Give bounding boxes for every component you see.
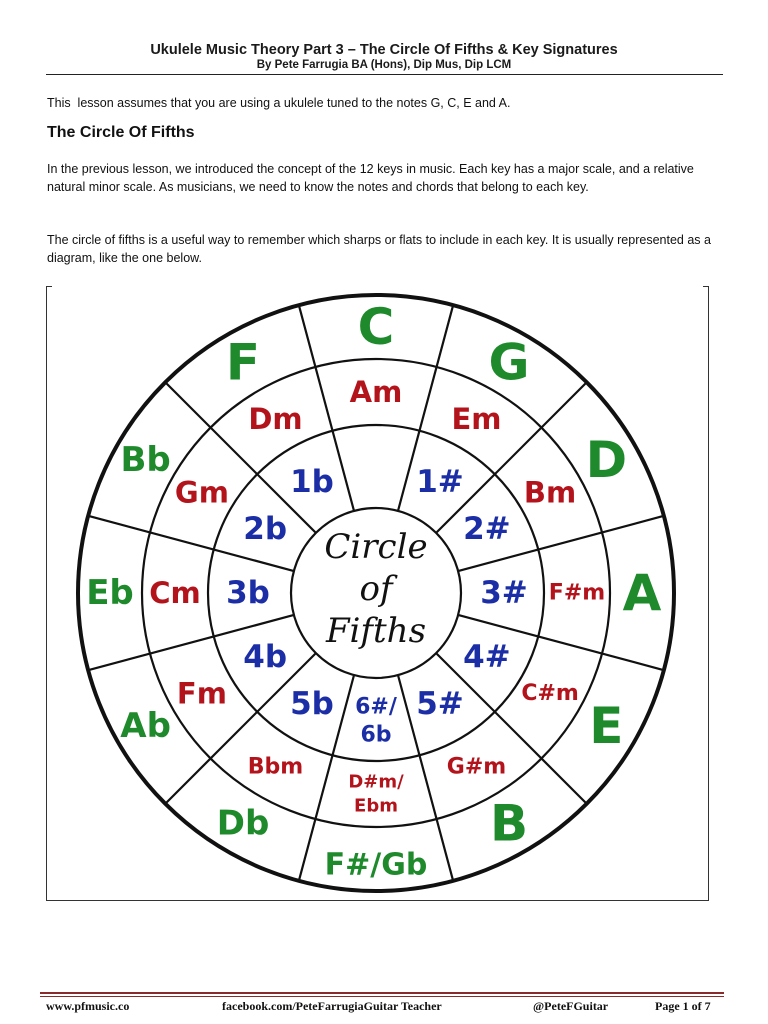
paragraph-keys: In the previous lesson, we introduced the concept of the 12 keys in music. Each key has a major scale, and a relative natural minor scale. As musicians, we need to know the notes and chords that belong to each key. xyxy=(47,162,694,194)
minor-key-7: Bbm xyxy=(247,754,304,780)
footer-social-handle[interactable]: @PeteFGuitar xyxy=(533,999,609,1013)
major-key-1: G xyxy=(488,333,530,392)
major-key-5: B xyxy=(489,794,529,853)
minor-key-8: Fm xyxy=(176,676,227,711)
key-signature-1: 1# xyxy=(416,464,464,501)
footer-divider xyxy=(40,992,724,994)
key-signature-4: 4# xyxy=(463,639,511,675)
minor-key-9: Cm xyxy=(149,576,201,610)
minor-key-4: C#m xyxy=(521,681,579,706)
key-signature-6-line1: 6#/ xyxy=(355,694,397,720)
minor-key-2: Bm xyxy=(523,475,577,510)
major-key-8: Ab xyxy=(120,706,171,746)
major-key-11: F xyxy=(225,333,261,392)
major-key-9: Eb xyxy=(86,573,134,613)
minor-key-10: Gm xyxy=(174,475,229,510)
key-signature-2: 2# xyxy=(463,511,511,547)
center-title-line-2: Fifths xyxy=(325,611,427,651)
footer-page-number: Page 1 of 7 xyxy=(655,999,711,1013)
key-signature-11: 1b xyxy=(290,464,334,501)
major-key-3: A xyxy=(622,564,662,622)
footer-facebook-link[interactable]: facebook.com/PeteFarrugiaGuitar Teacher xyxy=(222,999,442,1013)
major-key-6: F#/Gb xyxy=(324,847,428,883)
major-key-10: Bb xyxy=(120,440,171,480)
minor-key-3: F#m xyxy=(548,580,606,606)
footer-website-link[interactable]: www.pfmusic.co xyxy=(46,999,130,1013)
major-key-7: Db xyxy=(216,803,270,844)
major-key-0: C xyxy=(357,298,395,356)
key-signature-7: 5b xyxy=(290,685,334,722)
minor-key-6-line2: Ebm xyxy=(354,795,398,817)
author-line: By Pete Farrugia BA (Hons), Dip Mus, Dip LCM xyxy=(256,59,512,71)
minor-key-1: Em xyxy=(451,401,502,436)
section-heading: The Circle Of Fifths xyxy=(47,124,195,141)
intro-text: This lesson assumes that you are using a ukulele tuned to the notes G, C, E and A. xyxy=(47,96,511,110)
paragraph-circle-usage: The circle of fifths is a useful way to remember which sharps or flats to include in each key. It is usually represented as a diagram, like the one below. xyxy=(47,233,711,265)
segment-divider xyxy=(436,653,587,804)
key-signature-5: 5# xyxy=(416,685,464,722)
document-title: Ukulele Music Theory Part 3 – The Circle Of Fifths & Key Signatures xyxy=(150,42,618,58)
key-signature-3: 3# xyxy=(480,575,528,611)
footer-divider-thin xyxy=(40,996,724,997)
key-signature-10: 2b xyxy=(243,511,288,547)
segment-labels xyxy=(86,298,661,883)
key-signature-6-line2: 6b xyxy=(360,722,392,748)
major-key-2: D xyxy=(585,431,628,489)
center-title-line-1: of xyxy=(359,569,393,609)
major-key-4: E xyxy=(589,697,624,755)
minor-key-11: Dm xyxy=(248,401,303,436)
center-title-line-0: Circle xyxy=(324,527,428,567)
key-signature-9: 3b xyxy=(226,575,270,611)
minor-key-5: G#m xyxy=(446,754,507,780)
minor-key-0: Am xyxy=(349,375,403,409)
key-signature-8: 4b xyxy=(243,639,288,675)
minor-key-6-line1: D#m/ xyxy=(348,771,404,793)
